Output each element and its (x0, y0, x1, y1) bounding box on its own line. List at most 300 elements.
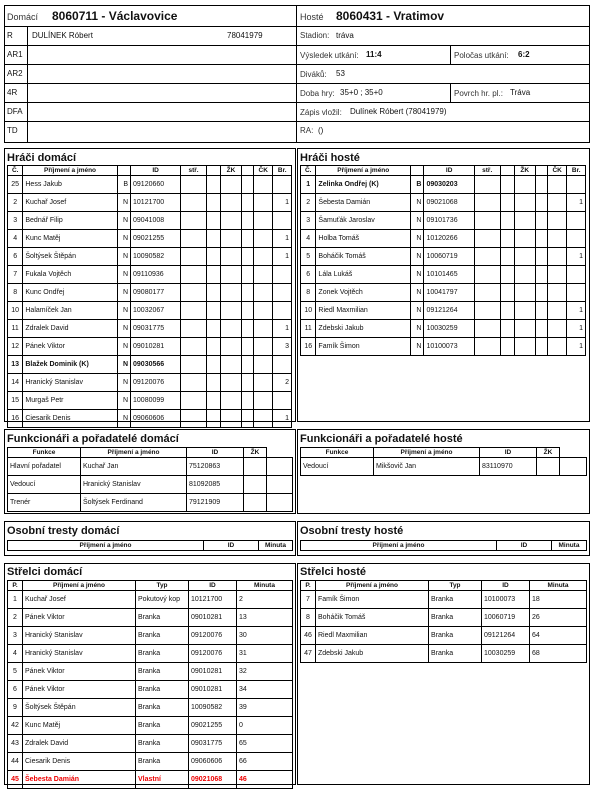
table-row (301, 645, 587, 663)
scorer-id: 09031775 (189, 735, 237, 753)
empty-cell (514, 230, 535, 248)
scorer-id: 09021068 (189, 771, 237, 789)
empty-cell (241, 410, 253, 428)
empty-cell (221, 212, 242, 230)
goal-minute: 2 (237, 591, 293, 609)
table-row (8, 609, 293, 627)
away-label: Hosté (300, 12, 324, 22)
empty-cell (254, 410, 273, 428)
player-position: B (411, 176, 424, 194)
table-row (8, 771, 293, 789)
goal-type: Pokutový kop (136, 591, 189, 609)
empty-cell (500, 284, 514, 302)
empty-cell (267, 476, 293, 494)
column-header: Funkce (8, 448, 81, 458)
column-header: Č. (301, 166, 316, 176)
player-name: Holba Tomáš (316, 230, 411, 248)
empty-cell (241, 284, 253, 302)
table-row (8, 338, 292, 356)
empty-cell (221, 338, 242, 356)
player-position: N (117, 284, 130, 302)
official-name: Mikšovič Jan (374, 458, 480, 476)
player-position: N (117, 320, 130, 338)
empty-cell (221, 266, 242, 284)
scorer-id: 10100073 (482, 591, 530, 609)
stadion-value: tráva (336, 31, 354, 40)
player-id: 10060719 (424, 248, 474, 266)
goal-order: 43 (8, 735, 23, 753)
entered-by-label: Zápis vložil: (300, 108, 342, 117)
empty-cell (241, 320, 253, 338)
empty-cell (221, 392, 242, 410)
scorer-name: Šoltýsek Štěpán (23, 699, 136, 717)
official-id: 79121909 (187, 494, 244, 512)
empty-cell (535, 302, 547, 320)
player-name: Hranický Stanislav (23, 374, 117, 392)
scorer-id: 09120076 (189, 627, 237, 645)
player-name: Zdebski Jakub (316, 320, 411, 338)
empty-cell (547, 248, 567, 266)
player-id: 09110936 (131, 266, 181, 284)
empty-cell (221, 176, 242, 194)
ra-value: () (318, 126, 324, 135)
player-id: 09120076 (131, 374, 181, 392)
player-number: 2 (301, 194, 316, 212)
empty-cell (181, 194, 207, 212)
goal-minute: 34 (237, 681, 293, 699)
player-id: 09030203 (424, 176, 474, 194)
empty-cell (241, 194, 253, 212)
away-scorers-title: Střelci hosté (300, 566, 367, 578)
column-header: ŽK (244, 448, 267, 458)
surface-label: Povrch hr. pl.: (454, 89, 503, 98)
player-number: 2 (8, 194, 23, 212)
empty-cell (254, 194, 273, 212)
table-row (8, 717, 293, 735)
entered-by-value: Dulínek Róbert (78041979) (350, 107, 447, 116)
player-position: N (411, 320, 424, 338)
goal-type: Branka (136, 735, 189, 753)
player-position: N (117, 266, 130, 284)
empty-cell (206, 410, 220, 428)
player-number: 6 (301, 266, 316, 284)
empty-cell (181, 248, 207, 266)
table-row (8, 681, 293, 699)
empty-cell (560, 458, 587, 476)
goal-order: 44 (8, 753, 23, 771)
player-goals: 1 (273, 230, 292, 248)
goal-type: Branka (136, 753, 189, 771)
empty-cell (535, 248, 547, 266)
scorer-name: Pánek Viktor (23, 609, 136, 627)
table-row (8, 410, 292, 428)
empty-cell (206, 176, 220, 194)
column-header (535, 166, 547, 176)
player-position: N (117, 302, 130, 320)
scorer-name: Ciesarik Denis (23, 753, 136, 771)
player-number: 4 (8, 230, 23, 248)
empty-cell (500, 338, 514, 356)
player-position: N (411, 284, 424, 302)
column-header: ŽK (537, 448, 560, 458)
official-label-r: R (7, 31, 13, 40)
column-header: ŽK (514, 166, 535, 176)
column-header: Minuta (237, 581, 293, 591)
player-number: 3 (8, 212, 23, 230)
player-name: Šebesta Damián (316, 194, 411, 212)
empty-cell (206, 392, 220, 410)
empty-cell (514, 302, 535, 320)
table-row (8, 284, 292, 302)
empty-cell (181, 302, 207, 320)
official-id: 75120863 (187, 458, 244, 476)
column-header: Č. (8, 166, 23, 176)
table-row (301, 266, 586, 284)
empty-cell (535, 194, 547, 212)
player-id: 09041008 (131, 212, 181, 230)
player-id: 09010281 (131, 338, 181, 356)
goal-order: 9 (8, 699, 23, 717)
column-header: Br. (567, 166, 586, 176)
column-header: ID (424, 166, 474, 176)
empty-cell (254, 248, 273, 266)
player-goals (567, 266, 586, 284)
goal-order: 4 (8, 645, 23, 663)
player-id: 09120660 (131, 176, 181, 194)
player-goals: 1 (273, 194, 292, 212)
table-row (301, 609, 587, 627)
away-penalties-title: Osobní tresty hosté (300, 525, 404, 537)
empty-cell (500, 194, 514, 212)
column-header: Příjmení a jméno (316, 581, 429, 591)
goal-type: Branka (136, 645, 189, 663)
empty-cell (267, 458, 293, 476)
home-scorers-table (7, 580, 293, 789)
player-name: Halamíček Jan (23, 302, 117, 320)
player-position: N (411, 302, 424, 320)
empty-cell (254, 320, 273, 338)
empty-cell (221, 194, 242, 212)
player-name: Zdralek David (23, 320, 117, 338)
player-position: N (117, 212, 130, 230)
official-role: Hlavní pořadatel (8, 458, 81, 476)
empty-cell (514, 212, 535, 230)
empty-cell (500, 302, 514, 320)
empty-cell (221, 302, 242, 320)
player-id: 09080177 (131, 284, 181, 302)
player-number: 7 (8, 266, 23, 284)
scorer-id: 09021255 (189, 717, 237, 735)
home-scorers-title: Střelci domácí (7, 566, 83, 578)
column-header: Příjmení a jméno (301, 541, 497, 551)
empty-cell (254, 338, 273, 356)
empty-cell (514, 266, 535, 284)
home-players-title: Hráči domácí (7, 152, 77, 164)
official-label-4r: 4R (7, 88, 18, 97)
empty-cell (514, 248, 535, 266)
official-label-ar2: AR2 (7, 69, 23, 78)
player-number: 25 (8, 176, 23, 194)
surface-value: Tráva (510, 88, 531, 97)
home-penalties-header-row (8, 541, 293, 551)
column-header: Minuta (259, 541, 293, 551)
column-header (117, 166, 130, 176)
scorer-name: Zdralek David (23, 735, 136, 753)
empty-cell (221, 230, 242, 248)
empty-cell (181, 266, 207, 284)
goal-type: Branka (136, 663, 189, 681)
player-number: 5 (301, 248, 316, 266)
home-label: Domácí (7, 12, 39, 22)
official-name: Hranický Stanislav (81, 476, 187, 494)
player-id: 09030566 (131, 356, 181, 374)
empty-cell (514, 338, 535, 356)
scorer-id: 10090582 (189, 699, 237, 717)
empty-cell (535, 284, 547, 302)
empty-cell (500, 266, 514, 284)
player-goals: 1 (567, 302, 586, 320)
player-goals (273, 212, 292, 230)
player-id: 10030259 (424, 320, 474, 338)
player-name: Ciesarik Denis (23, 410, 117, 428)
goal-order: 45 (8, 771, 23, 789)
empty-cell (547, 320, 567, 338)
player-name: Riedl Maxmilian (316, 302, 411, 320)
away-players-header-row (301, 166, 586, 176)
goal-type: Branka (429, 627, 482, 645)
table-row (8, 699, 293, 717)
column-header: Příjmení a jméno (23, 581, 136, 591)
player-id: 10090582 (131, 248, 181, 266)
column-header: ČK (254, 166, 273, 176)
home-officials-table (7, 447, 293, 512)
official-role: Vedoucí (8, 476, 81, 494)
player-goals: 3 (273, 338, 292, 356)
empty-cell (206, 374, 220, 392)
empty-cell (181, 212, 207, 230)
player-id: 10100073 (424, 338, 474, 356)
column-header: ID (497, 541, 552, 551)
empty-cell (206, 356, 220, 374)
empty-cell (206, 338, 220, 356)
player-id: 10120266 (424, 230, 474, 248)
player-name: Kuchař Josef (23, 194, 117, 212)
empty-cell (500, 230, 514, 248)
official-name-r: DULÍNEK Róbert (32, 31, 93, 40)
column-header: Typ (136, 581, 189, 591)
column-header: Br. (273, 166, 292, 176)
goal-type: Branka (429, 609, 482, 627)
player-goals: 1 (567, 248, 586, 266)
player-number: 11 (8, 320, 23, 338)
empty-cell (474, 338, 500, 356)
goal-minute: 68 (530, 645, 587, 663)
goal-minute: 13 (237, 609, 293, 627)
player-number: 3 (301, 212, 316, 230)
empty-cell (474, 248, 500, 266)
empty-cell (474, 302, 500, 320)
empty-cell (537, 458, 560, 476)
player-name: Murgaš Petr (23, 392, 117, 410)
column-header: ŽK (221, 166, 242, 176)
scorer-name: Zdebski Jakub (316, 645, 429, 663)
empty-cell (500, 248, 514, 266)
spectators-value: 53 (336, 69, 345, 78)
empty-cell (206, 230, 220, 248)
player-goals (567, 230, 586, 248)
player-number: 12 (8, 338, 23, 356)
stadion-label: Stadion: (300, 31, 330, 40)
empty-cell (254, 230, 273, 248)
table-row (301, 458, 587, 476)
player-name: Zonek Vojtěch (316, 284, 411, 302)
table-row (301, 302, 586, 320)
empty-cell (241, 266, 253, 284)
away-penalties-header-row (301, 541, 587, 551)
column-header: ID (189, 581, 237, 591)
column-header: P. (301, 581, 316, 591)
duration-value: 35+0 ; 35+0 (340, 88, 383, 97)
empty-cell (241, 230, 253, 248)
away-officials-title: Funkcionáři a pořadatelé hosté (300, 433, 463, 445)
duration-label: Doba hry: (300, 89, 335, 98)
empty-cell (254, 284, 273, 302)
player-number: 16 (8, 410, 23, 428)
empty-cell (535, 338, 547, 356)
goal-order: 8 (301, 609, 316, 627)
goal-order: 3 (8, 627, 23, 645)
table-row (8, 176, 292, 194)
player-number: 8 (8, 284, 23, 302)
player-name: Zelinka Ondřej (K) (316, 176, 411, 194)
player-position: N (411, 212, 424, 230)
column-header: Příjmení a jméno (23, 166, 117, 176)
halftime-label: Poločas utkání: (454, 51, 509, 60)
empty-cell (221, 320, 242, 338)
empty-cell (474, 176, 500, 194)
goal-minute: 30 (237, 627, 293, 645)
table-row (301, 627, 587, 645)
empty-cell (221, 248, 242, 266)
table-row (301, 320, 586, 338)
goal-minute: 65 (237, 735, 293, 753)
empty-cell (206, 212, 220, 230)
player-goals: 2 (273, 374, 292, 392)
away-team-title: 8060431 - Vratimov (336, 9, 445, 23)
empty-cell (547, 212, 567, 230)
table-row (301, 284, 586, 302)
column-header: ID (204, 541, 259, 551)
player-number: 15 (8, 392, 23, 410)
home-players-table (7, 165, 292, 428)
scorer-name: Kunc Matěj (23, 717, 136, 735)
goal-order: 46 (301, 627, 316, 645)
table-row (301, 591, 587, 609)
empty-cell (181, 176, 207, 194)
table-row (8, 266, 292, 284)
empty-cell (206, 302, 220, 320)
goal-type: Vlastní (136, 771, 189, 789)
empty-cell (221, 374, 242, 392)
empty-cell (181, 338, 207, 356)
table-row (301, 248, 586, 266)
empty-cell (267, 494, 293, 512)
empty-cell (241, 302, 253, 320)
table-row (301, 338, 586, 356)
empty-cell (535, 266, 547, 284)
table-row (8, 212, 292, 230)
empty-cell (500, 212, 514, 230)
goal-order: 42 (8, 717, 23, 735)
column-header: stř. (474, 166, 500, 176)
table-row (8, 302, 292, 320)
column-header: ID (480, 448, 537, 458)
scorer-id: 09010281 (189, 609, 237, 627)
column-header: Minuta (552, 541, 587, 551)
column-header: stř. (181, 166, 207, 176)
home-team-title: 8060711 - Václavovice (52, 9, 178, 23)
empty-cell (254, 176, 273, 194)
away-scorers-header-row (301, 581, 587, 591)
home-scorers-header-row (8, 581, 293, 591)
column-header: Příjmení a jméno (8, 541, 204, 551)
empty-cell (241, 176, 253, 194)
empty-cell (547, 266, 567, 284)
player-goals (567, 284, 586, 302)
empty-cell (181, 356, 207, 374)
player-goals: 1 (567, 320, 586, 338)
result-value: 11:4 (366, 50, 382, 59)
player-position: N (117, 194, 130, 212)
empty-cell (547, 230, 567, 248)
empty-cell (181, 284, 207, 302)
player-number: 16 (301, 338, 316, 356)
player-name: Šamuťák Jaroslav (316, 212, 411, 230)
scorer-id: 09121264 (482, 627, 530, 645)
player-name: Bednář Filip (23, 212, 117, 230)
empty-cell (221, 410, 242, 428)
empty-cell (241, 248, 253, 266)
halftime-value: 6:2 (518, 50, 530, 59)
player-name: Famík Šimon (316, 338, 411, 356)
official-label-ar1: AR1 (7, 50, 23, 59)
column-header: ID (187, 448, 244, 458)
table-row (8, 591, 293, 609)
table-row (8, 458, 293, 476)
player-position: N (411, 338, 424, 356)
player-number: 10 (8, 302, 23, 320)
empty-cell (206, 266, 220, 284)
empty-cell (241, 392, 253, 410)
player-number: 11 (301, 320, 316, 338)
player-goals (273, 266, 292, 284)
table-row (8, 494, 293, 512)
goal-order: 5 (8, 663, 23, 681)
official-role: Trenér (8, 494, 81, 512)
empty-cell (241, 356, 253, 374)
column-header: ID (131, 166, 181, 176)
player-goals (273, 284, 292, 302)
empty-cell (181, 410, 207, 428)
player-id: 10121700 (131, 194, 181, 212)
away-players-table (300, 165, 586, 356)
empty-cell (181, 230, 207, 248)
player-number: 8 (301, 284, 316, 302)
scorer-name: Pánek Viktor (23, 681, 136, 699)
ra-label: RA: (300, 126, 314, 135)
empty-cell (254, 392, 273, 410)
goal-type: Branka (136, 627, 189, 645)
